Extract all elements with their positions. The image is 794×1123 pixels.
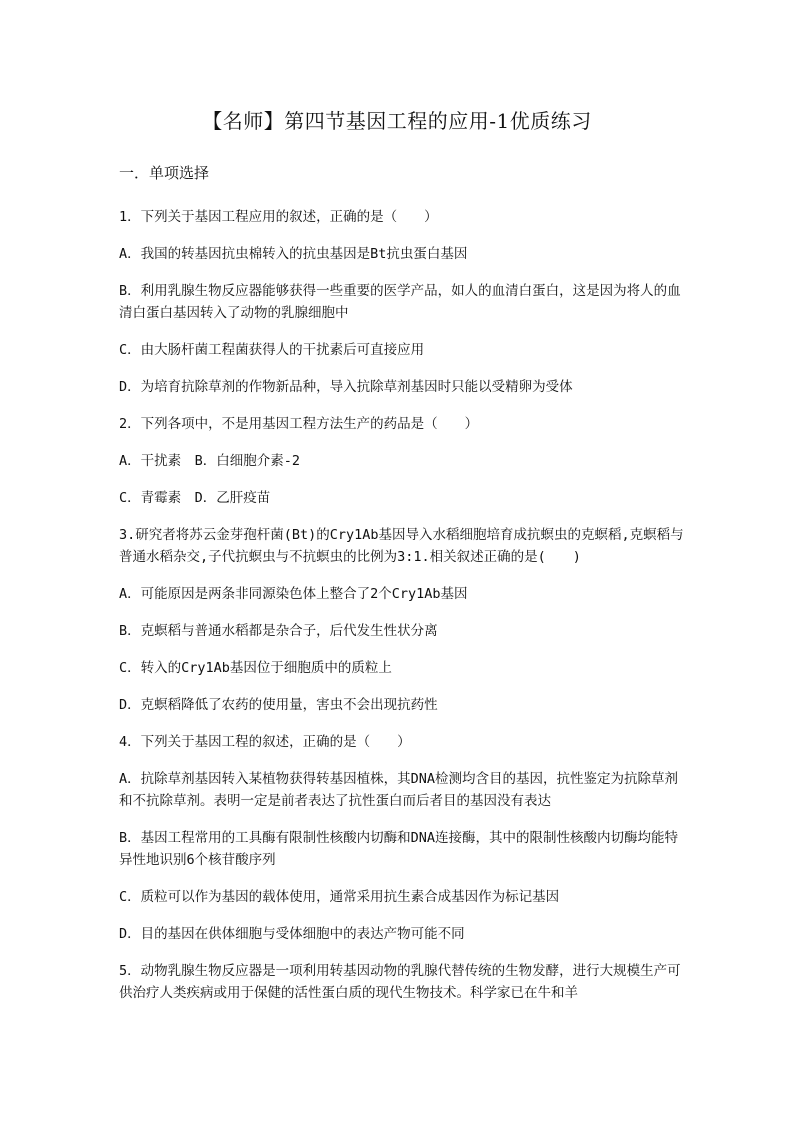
section-heading: 一．单项选择 xyxy=(119,164,210,182)
option-1b: B．利用乳腺生物反应器能够获得一些重要的医学产品，如人的血清白蛋白，这是因为将人的血清白蛋白基因转入了动物的乳腺细胞中 xyxy=(119,283,681,321)
option-1a: A．我国的转基因抗虫棉转入的抗虫基因是Bt抗虫蛋白基因 xyxy=(119,246,468,262)
option-2cd: C．青霉素 D．乙肝疫苗 xyxy=(119,490,271,506)
option-3d: D．克螟稻降低了农药的使用量，害虫不会出现抗药性 xyxy=(119,697,438,713)
option-1c: C．由大肠杆菌工程菌获得人的干扰素后可直接应用 xyxy=(119,342,425,358)
option-4c: C．质粒可以作为基因的载体使用，通常采用抗生素合成基因作为标记基因 xyxy=(119,889,560,905)
option-1d: D．为培育抗除草剂的作物新品种，导入抗除草剂基因时只能以受精卵为受体 xyxy=(119,379,573,395)
question-5: 5．动物乳腺生物反应器是一项利用转基因动物的乳腺代替传统的生物发酵，进行大规模生产可供治疗人类疾病或用于保健的活性蛋白质的现代生物技术。科学家已在牛和羊 xyxy=(119,963,681,1001)
question-list xyxy=(119,206,684,1019)
option-3b: B．克螟稻与普通水稻都是杂合子，后代发生性状分离 xyxy=(119,623,438,639)
question-3: 3.研究者将苏云金芽孢杆菌(Bt)的Cry1Ab基因导入水稻细胞培育成抗螟虫的克螟稻,克螟稻与普通水稻杂交,子代抗螟虫与不抗螟虫的比例为3:1.相关叙述正确的是( ) xyxy=(119,527,684,565)
question-4: 4．下列关于基因工程的叙述，正确的是（ ） xyxy=(119,734,411,750)
option-3c: C．转入的Cry1Ab基因位于细胞质中的质粒上 xyxy=(119,660,392,676)
option-4d: D．目的基因在供体细胞与受体细胞中的表达产物可能不同 xyxy=(119,926,465,942)
page-title: 【名师】第四节基因工程的应用-1优质练习 xyxy=(202,109,592,133)
question-1: 1．下列关于基因工程应用的叙述，正确的是（ ） xyxy=(119,209,438,225)
option-4b: B．基因工程常用的工具酶有限制性核酸内切酶和DNA连接酶，其中的限制性核酸内切酶均能特异性地识别6个核苷酸序列 xyxy=(119,830,679,868)
question-2: 2．下列各项中，不是用基因工程方法生产的药品是（ ） xyxy=(119,416,479,432)
option-2ab: A．干扰素 B．白细胞介素-2 xyxy=(119,453,301,469)
option-3a: A．可能原因是两条非同源染色体上整合了2个Cry1Ab基因 xyxy=(119,586,468,602)
option-4a: A．抗除草剂基因转入某植物获得转基因植株，其DNA检测均含目的基因，抗性鉴定为抗除草剂和不抗除草剂。表明一定是前者表达了抗性蛋白而后者目的基因没有表达 xyxy=(119,771,679,809)
